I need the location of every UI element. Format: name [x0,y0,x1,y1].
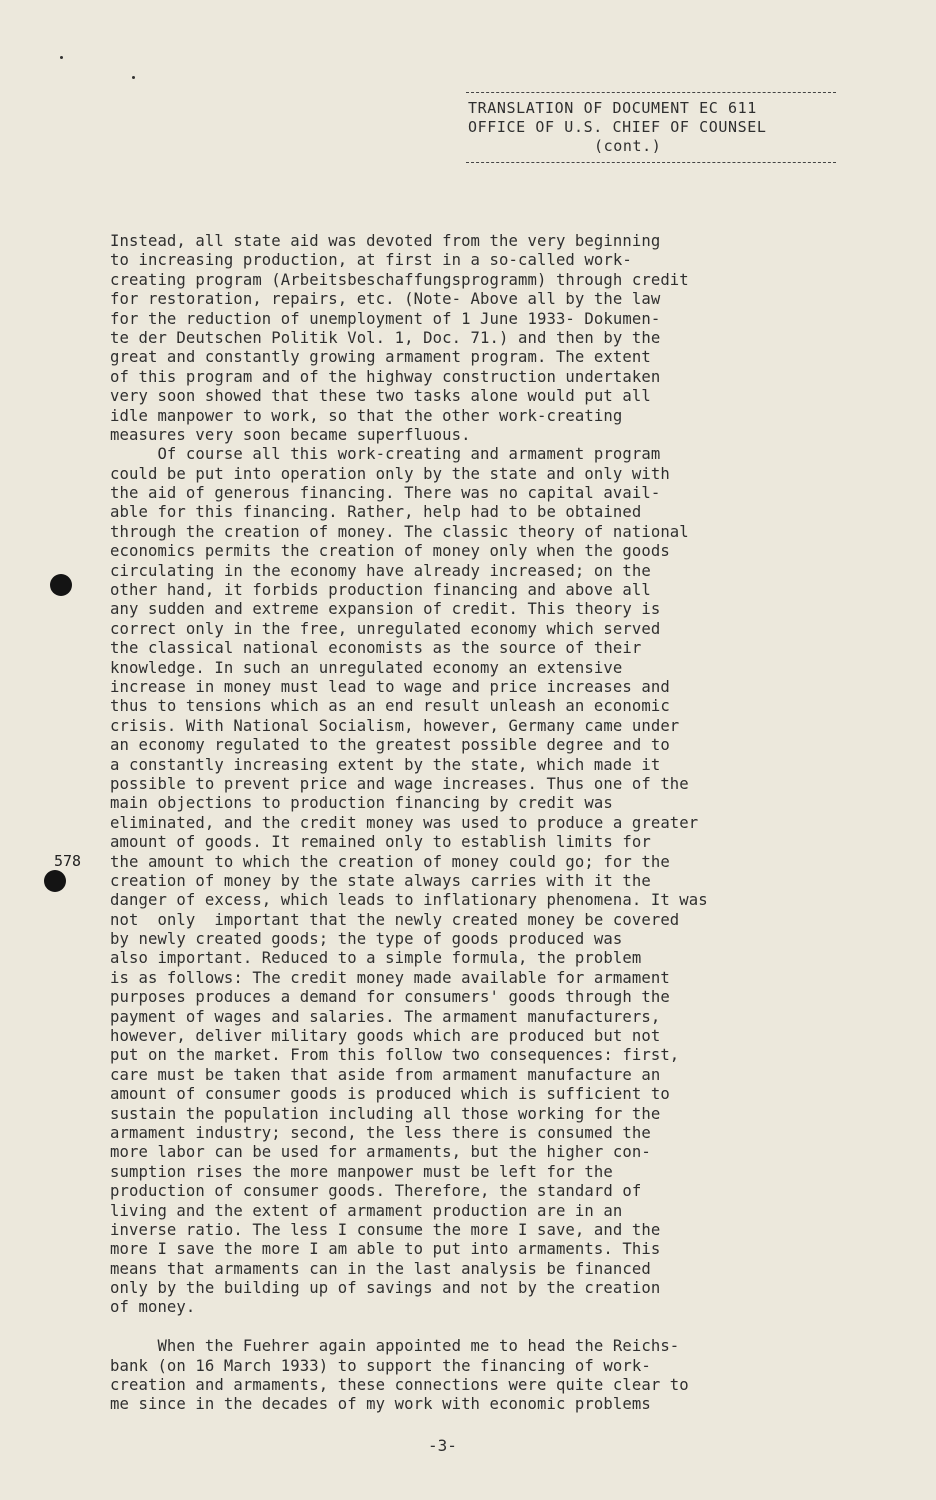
text-line: amount of goods. It remained only to establish limits for [110,833,651,852]
text-line: however, deliver military goods which are produced but not [110,1027,661,1046]
text-line: te der Deutschen Politik Vol. 1, Doc. 71.) and then by the [110,328,661,347]
text-line: When the Fuehrer again appointed me to head the Reichs- [110,1337,680,1356]
document-body [110,232,870,1415]
text-line: sumption rises the more manpower must be left for the [110,1162,613,1181]
text-line: thus to tensions which as an end result unleash an economic [110,697,670,716]
text-line: knowledge. In such an unregulated economy an extensive [110,658,623,677]
header-rule-bottom [466,162,836,163]
text-line: possible to prevent price and wage increases. Thus one of the [110,774,689,793]
text-line: able for this financing. Rather, help had to be obtained [110,503,642,522]
text-line: great and constantly growing armament program. The extent [110,348,651,367]
header-line-3: (cont.) [594,137,662,155]
text-line: also important. Reduced to a simple formula, the problem [110,949,642,968]
text-line: a constantly increasing extent by the state, which made it [110,755,661,774]
text-line: increase in money must lead to wage and price increases and [110,677,670,696]
text-line: means that armaments can in the last analysis be financed [110,1259,651,1278]
text-line: is as follows: The credit money made available for armament [110,968,670,987]
text-line: through the creation of money. The classic theory of national [110,522,689,541]
text-line: could be put into operation only by the state and only with [110,464,670,483]
text-line: of this program and of the highway construction undertaken [110,367,661,386]
page-number: -3- [428,1436,457,1455]
punch-hole-icon [50,574,72,596]
text-line: amount of consumer goods is produced which is sufficient to [110,1085,670,1104]
text-line: me since in the decades of my work with economic problems [110,1395,651,1414]
text-line: economics permits the creation of money only when the goods [110,542,670,561]
text-line: crisis. With National Socialism, however, Germany came under [110,716,680,735]
text-line: bank (on 16 March 1933) to support the financing of work- [110,1356,651,1375]
text-line: only by the building up of savings and not by the creation [110,1279,661,1298]
text-line: danger of excess, which leads to inflationary phenomena. It was [110,891,708,910]
text-line: any sudden and extreme expansion of credit. This theory is [110,600,661,619]
text-line: sustain the population including all those working for the [110,1104,661,1123]
text-line: Of course all this work-creating and armament program [110,445,661,464]
text-line: to increasing production, at first in a so-called work- [110,251,632,270]
text-line: production of consumer goods. Therefore, the standard of [110,1182,642,1201]
margin-page-ref: 578 [54,852,82,870]
text-line: the amount to which the creation of money could go; for the [110,852,670,871]
text-line: circulating in the economy have already increased; on the [110,561,651,580]
text-line: put on the market. From this follow two consequences: first, [110,1046,680,1065]
text-line: more I save the more I am able to put into armaments. This [110,1240,661,1259]
translation-header [466,92,836,163]
text-line: not only important that the newly created money be covered [110,910,680,929]
text-line: main objections to production financing by credit was [110,794,613,813]
text-line: payment of wages and salaries. The armament manufacturers, [110,1007,661,1026]
text-line: care must be taken that aside from armament manufacture an [110,1065,661,1084]
text-line: of money. [110,1298,196,1317]
text-line: an economy regulated to the greatest possible degree and to [110,736,670,755]
header-line-1: TRANSLATION OF DOCUMENT EC 611 [468,99,757,117]
text-line: for the reduction of unemployment of 1 June 1933- Dokumen- [110,309,661,328]
text-line: inverse ratio. The less I consume the more I save, and the [110,1220,661,1239]
text-line: living and the extent of armament production are in an [110,1201,623,1220]
text-line: correct only in the free, unregulated economy which served [110,619,661,638]
header-line-2: OFFICE OF U.S. CHIEF OF COUNSEL [468,118,767,136]
text-line [110,1318,870,1337]
text-line: more labor can be used for armaments, but the higher con- [110,1143,651,1162]
text-line: very soon showed that these two tasks alone would put all [110,387,651,406]
text-line: creating program (Arbeitsbeschaffungsprogramm) through credit [110,270,689,289]
text-line: the classical national economists as the source of their [110,639,642,658]
text-line: idle manpower to work, so that the other work-creating [110,406,623,425]
text-line: creation and armaments, these connections were quite clear to [110,1376,689,1395]
text-line: purposes produces a demand for consumers' goods through the [110,988,670,1007]
text-line: measures very soon became superfluous. [110,425,471,444]
text-line: creation of money by the state always carries with it the [110,871,651,890]
text-line: eliminated, and the credit money was used to produce a greater [110,813,699,832]
text-line: the aid of generous financing. There was no capital avail- [110,484,661,503]
ink-speck [60,56,63,59]
text-line: Instead, all state aid was devoted from the very beginning [110,232,661,250]
text-line: armament industry; second, the less there is consumed the [110,1123,651,1142]
text-line: for restoration, repairs, etc. (Note- Above all by the law [110,290,661,309]
text-line: by newly created goods; the type of goods produced was [110,930,623,949]
text-line: other hand, it forbids production financing and above all [110,581,651,600]
ink-speck [132,76,135,79]
punch-hole-icon [44,870,66,892]
